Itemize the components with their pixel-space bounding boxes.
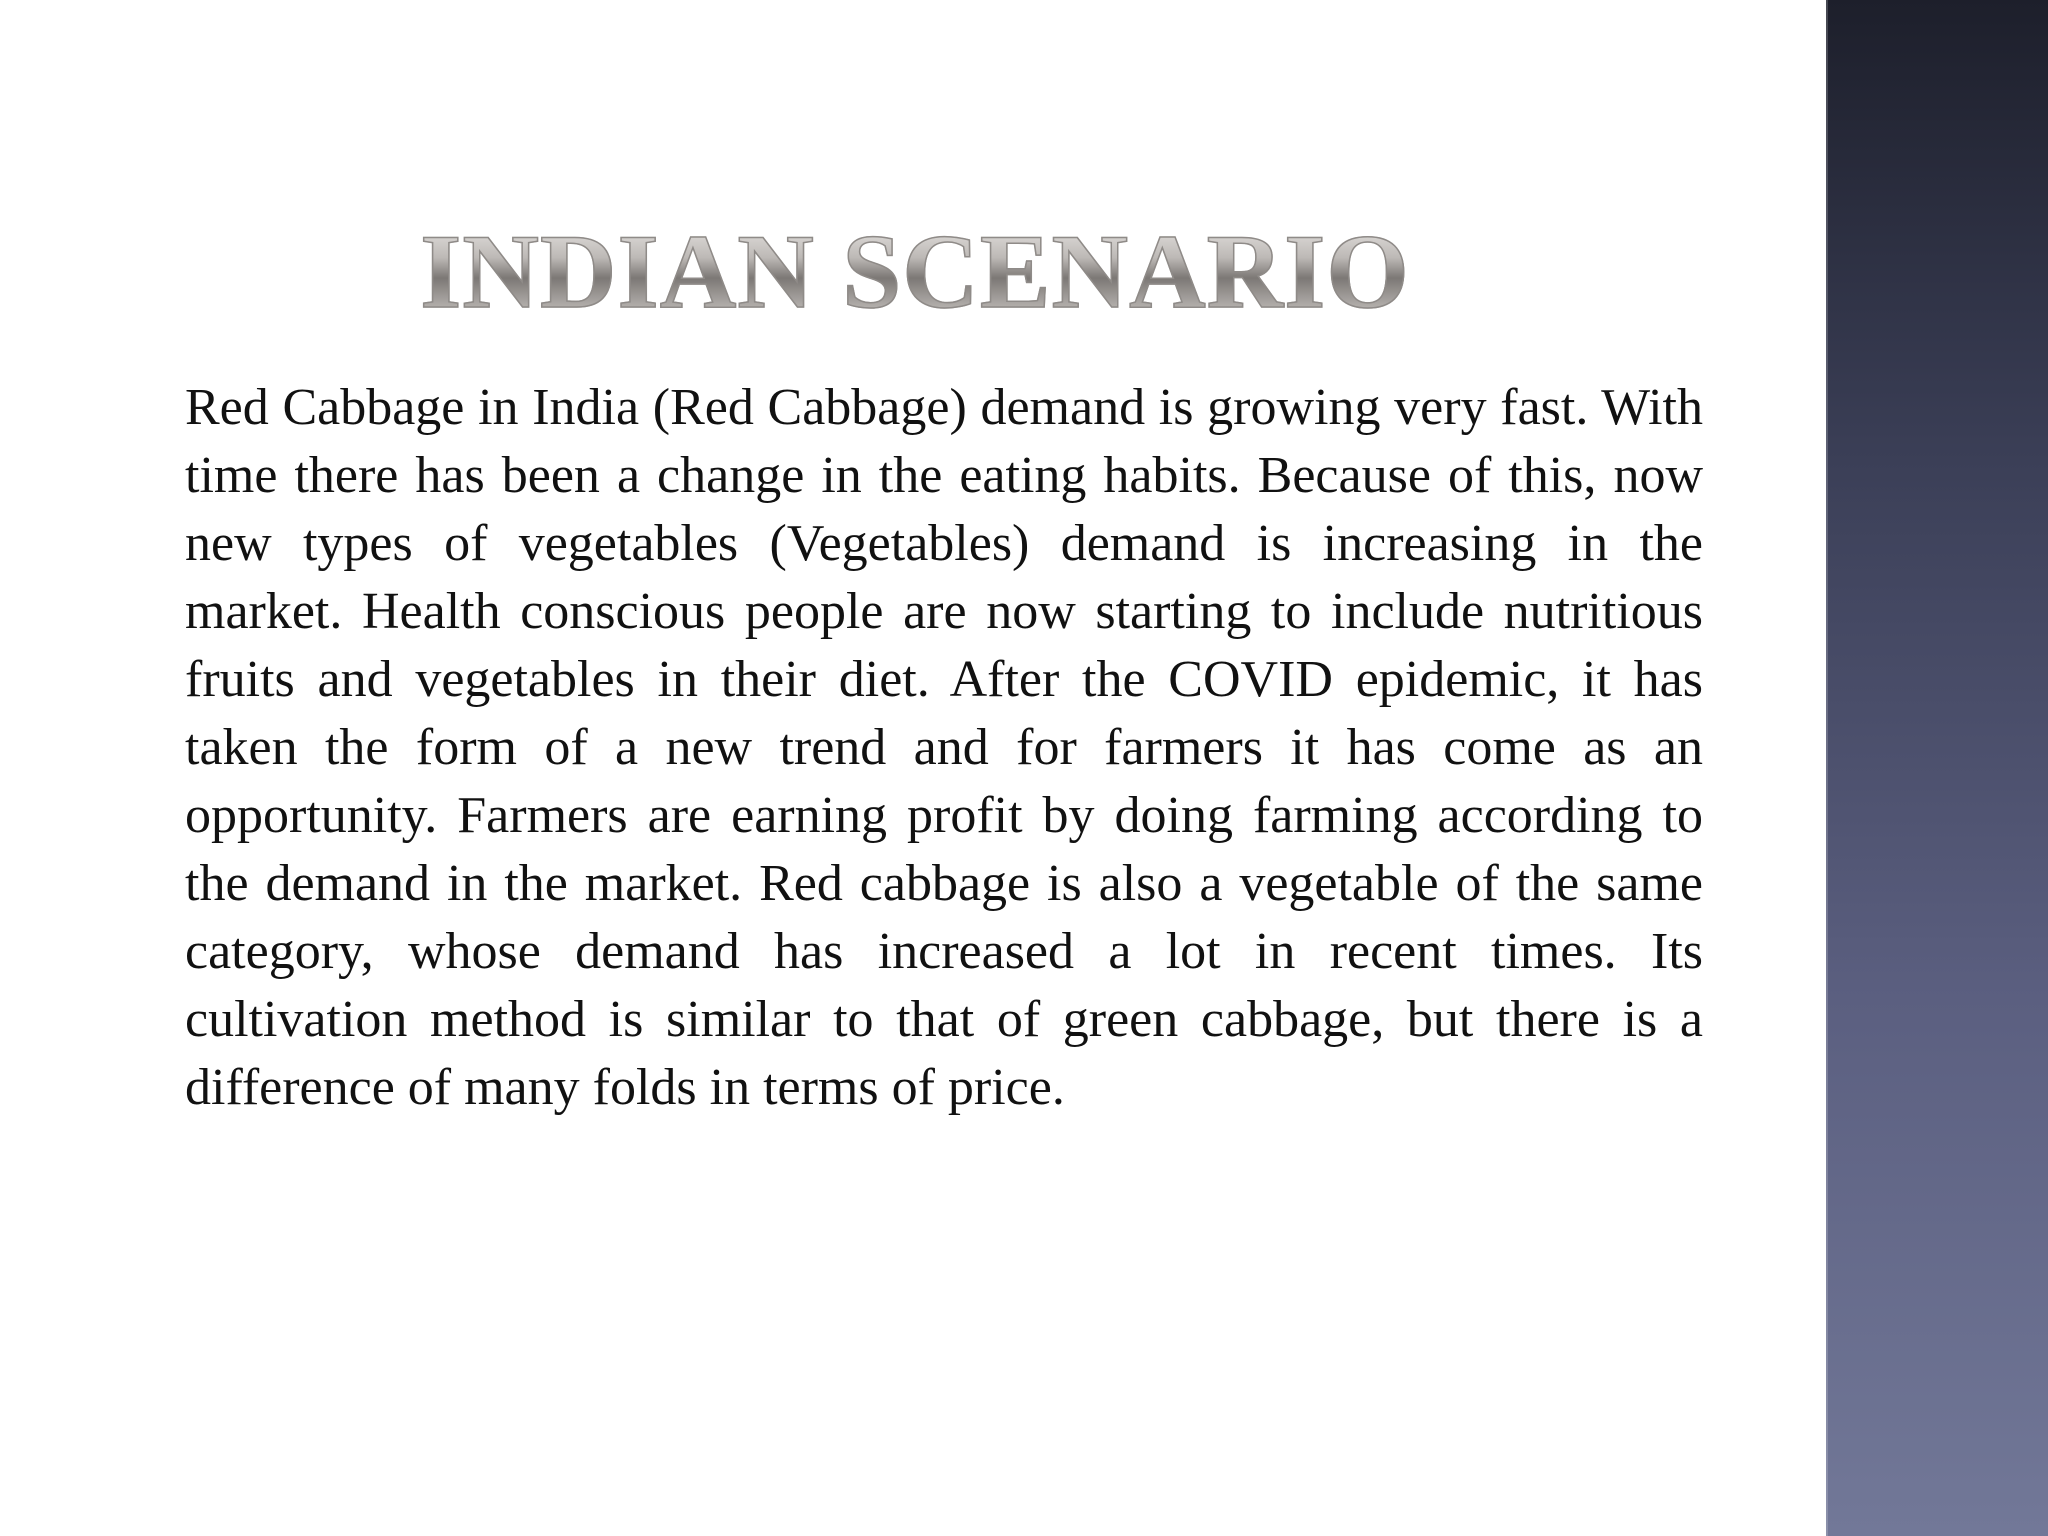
slide-title: INDIAN SCENARIO — [400, 212, 1430, 332]
decorative-side-panel — [1826, 0, 2048, 1536]
slide-body-text: Red Cabbage in India (Red Cabbage) demand is growing very fast. With time there has been a change in the eating habits. Because of this, now new types of vegetables (Vegetables) demand is increasing in the market. Health conscious people are now starting to include nutritious fruits and vegetables in their diet. After the COVID epidemic, it has taken the form of a new trend and for farmers it has come as an opportunity. Farmers are earning profit by doing farming according to the demand in the market. Red cabbage is also a vegetable of the same category, whose demand has increased a lot in recent times. Its cultivation method is similar to that of green cabbage, but there is a difference of many folds in terms of price. — [185, 379, 1703, 1116]
